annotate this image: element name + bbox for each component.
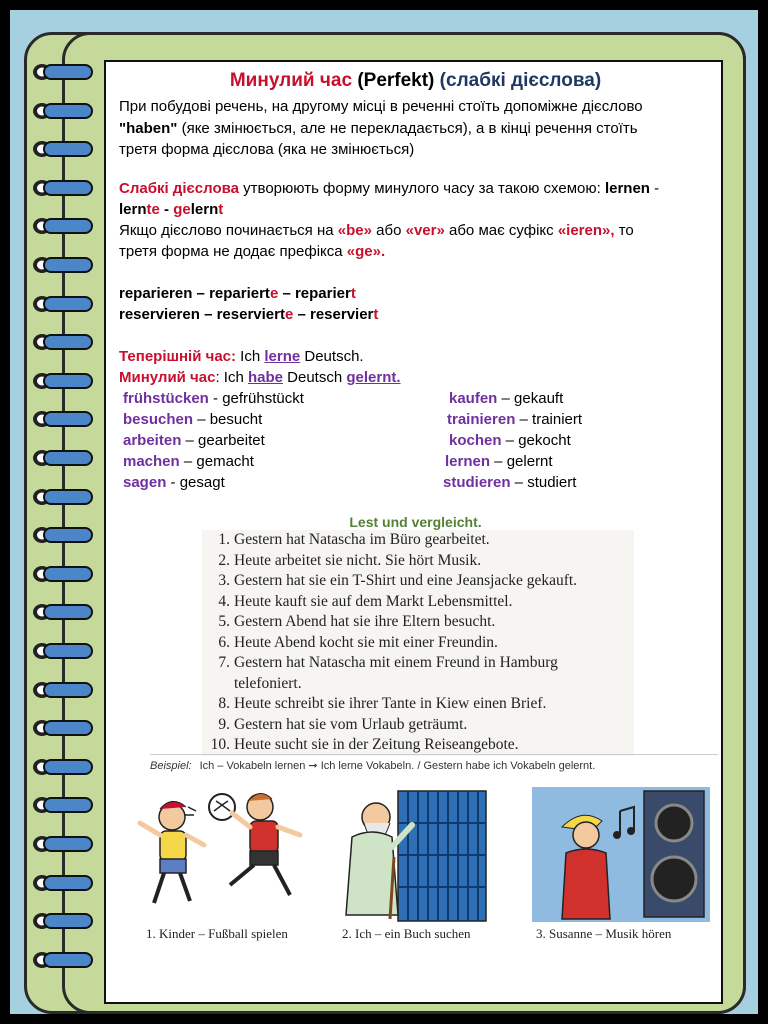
verb-participle: gesagt: [179, 474, 225, 491]
verb-infinitive: kaufen: [449, 390, 498, 407]
example-line-1: [119, 283, 356, 304]
spiral-ring-icon: [30, 255, 96, 275]
list-item: [202, 551, 634, 572]
prefix-rule-text: третя форма не додає префікса: [119, 243, 347, 260]
caption-2: 2. Ich – ein Buch suchen: [342, 926, 471, 941]
verb-infinitive: machen: [123, 453, 180, 470]
spiral-ring-icon: [30, 409, 96, 429]
spiral-ring-icon: [30, 332, 96, 352]
example-line-2: [119, 304, 378, 325]
example-base: reparieren –: [119, 285, 210, 302]
prefix-rule-text: або: [371, 222, 406, 239]
item-number: 10.: [210, 736, 230, 753]
verb-row: [449, 430, 571, 451]
prefix-rule-text: то: [614, 222, 634, 239]
verb-infinitive: studieren: [443, 474, 511, 491]
item-text: Heute arbeitet sie nicht. Sie hört Musik.: [234, 551, 482, 569]
verb-participle: trainiert: [532, 411, 583, 428]
haben-word: "haben": [119, 120, 178, 137]
prefix-rule-line-1: [119, 220, 634, 241]
list-item: [202, 612, 634, 633]
verb-row: [123, 472, 225, 493]
page-title: [106, 70, 725, 92]
item-text: Gestern hat Natascha im Büro gearbeitet.: [234, 531, 490, 548]
verb-separator: -: [208, 390, 223, 407]
item-text: Gestern hat sie ein T-Shirt und eine Jeansjacke gekauft.: [234, 572, 578, 589]
verb-participle: gearbeitet: [198, 432, 265, 449]
verb-row: [123, 430, 265, 451]
scheme-form2-ending: te: [146, 201, 160, 218]
list-item: [202, 653, 634, 674]
verb-separator: –: [515, 411, 533, 428]
spiral-ring-icon: [30, 216, 96, 236]
verb-separator: –: [510, 474, 528, 491]
past-text: Ich: [219, 369, 248, 386]
verb-infinitive: kochen: [449, 432, 502, 449]
prefix-be: «be»: [337, 222, 372, 239]
list-item: [202, 571, 634, 592]
title-part3: (слабкі дієслова): [439, 70, 602, 91]
item-text: Heute kauft sie auf dem Markt Lebensmittel.: [234, 592, 513, 610]
prefix-rule-line-2: [119, 241, 385, 262]
present-label: Теперішній час:: [119, 348, 236, 365]
present-tense-line: [119, 346, 364, 367]
spiral-ring-icon: [30, 718, 96, 738]
verb-row: [449, 388, 563, 409]
verb-separator: –: [497, 390, 515, 407]
verb-infinitive: arbeiten: [123, 432, 182, 449]
present-text: Deutsch.: [300, 348, 364, 365]
verb-row: [123, 409, 262, 430]
item-number: 7.: [218, 654, 230, 671]
list-item: [202, 674, 634, 695]
example-sep: –: [278, 285, 295, 302]
spiral-ring-icon: [30, 371, 96, 391]
spiral-ring-icon: [30, 62, 96, 82]
verb-separator: –: [181, 432, 199, 449]
spiral-ring-icon: [30, 178, 96, 198]
title-part1: Минулий час: [229, 70, 353, 91]
item-number: 8.: [218, 695, 230, 712]
past-text: Deutsch: [283, 369, 347, 386]
past-tense-line: [119, 367, 401, 388]
intro-line-1: При побудові речень, на другому місці в реченні стоїть допоміжне дієслово: [119, 98, 643, 115]
item-number: 4.: [218, 592, 230, 610]
item-number: 3.: [218, 572, 230, 589]
verb-infinitive: lernen: [445, 453, 491, 470]
scheme-form3-ending: t: [218, 201, 224, 218]
scheme-form3-stem: lern: [190, 201, 219, 218]
weak-rule-text: утворюють форму минулого часу за такою схемою:: [239, 180, 605, 197]
example-stem: repariert: [209, 285, 270, 302]
item-text: Heute sucht sie in der Zeitung Reiseangebote.: [234, 736, 519, 753]
worksheet-page: [104, 60, 723, 1004]
item-number: 5.: [218, 613, 230, 630]
list-item: [202, 530, 634, 551]
example-sep: –: [293, 306, 310, 323]
verb-separator: –: [490, 453, 507, 470]
example-ending: e: [269, 285, 279, 302]
scheme-dash: -: [649, 180, 660, 197]
example-stem: reservier: [310, 306, 374, 323]
present-text: Ich: [236, 348, 265, 365]
verb-row: [443, 472, 576, 493]
example-label: Beispiel:: [150, 760, 192, 772]
verb-separator: –: [193, 411, 210, 428]
verb-row: [123, 451, 254, 472]
scheme-dash2: -: [159, 201, 174, 218]
prefix-ge: «ge».: [346, 243, 386, 260]
example-ending: t: [350, 285, 356, 302]
scheme-base: lernen: [604, 180, 650, 197]
example-ending: t: [373, 306, 379, 323]
example-text: Ich – Vokabeln lernen ➞ Ich lerne Vokabeln. / Gestern habe ich Vokabeln gelernt.: [199, 760, 596, 772]
intro-line-2: [119, 118, 638, 139]
past-colon: :: [215, 369, 220, 386]
verb-separator: –: [179, 453, 197, 470]
example-instruction: [150, 754, 718, 772]
item-number: 1.: [218, 531, 230, 548]
verb-infinitive: frühstücken: [123, 390, 209, 407]
spiral-ring-icon: [30, 448, 96, 468]
spiral-ring-icon: [30, 101, 96, 121]
spiral-binding: [0, 0, 120, 1024]
spiral-ring-icon: [30, 641, 96, 661]
item-text: telefoniert.: [234, 674, 302, 692]
verb-separator: –: [501, 432, 519, 449]
prefix-ver: «ver»: [405, 222, 445, 239]
verb-participle: gelernt: [506, 453, 553, 470]
verb-participle: gefrühstückt: [222, 390, 304, 407]
spiral-ring-icon: [30, 680, 96, 700]
verb-infinitive: besuchen: [123, 411, 194, 428]
list-item: [202, 735, 634, 756]
list-item: [202, 694, 634, 715]
verb-row: [445, 451, 553, 472]
illustration-music-listening: [532, 787, 710, 922]
prefix-rule-text: Якщо дієслово починається на: [119, 222, 338, 239]
item-text: Gestern Abend hat sie ihre Eltern besucht.: [234, 613, 496, 630]
list-item: [202, 592, 634, 613]
spiral-ring-icon: [30, 525, 96, 545]
football-icon: [209, 794, 235, 820]
weak-verbs-label: Слабкі дієслова: [119, 180, 239, 197]
prefix-rule-text: або має суфікс: [444, 222, 558, 239]
illustration-book-search: [338, 787, 488, 922]
verb-participle: besucht: [209, 411, 263, 428]
item-number: 6.: [218, 633, 230, 651]
verb-row: [447, 409, 582, 430]
intro-line-2-rest: (яке змінюється, але не перекладається), а в кінці речення стоїть: [177, 120, 638, 137]
sentence-list: [202, 530, 634, 756]
item-text: Gestern hat Natascha mit einem Freund in Hamburg: [234, 654, 558, 671]
item-text: Heute schreibt sie ihrer Tante in Kiew einen Brief.: [234, 695, 547, 712]
verb-separator: -: [166, 474, 180, 491]
list-item: [202, 715, 634, 736]
weak-rule-line-1: [119, 178, 659, 199]
item-number: 2.: [218, 551, 230, 569]
example-stem: reserviert: [216, 306, 285, 323]
present-verb: lerne: [264, 348, 301, 365]
spiral-ring-icon: [30, 487, 96, 507]
spiral-ring-icon: [30, 139, 96, 159]
exercise-title: Lest und vergleicht.: [349, 514, 482, 530]
caption-3: 3. Susanne – Musik hören: [536, 926, 672, 941]
spiral-ring-icon: [30, 602, 96, 622]
spiral-ring-icon: [30, 795, 96, 815]
spiral-ring-icon: [30, 873, 96, 893]
spiral-ring-icon: [30, 834, 96, 854]
verb-participle: gekocht: [518, 432, 571, 449]
caption-1: 1. Kinder – Fußball spielen: [146, 926, 288, 941]
intro-line-3: третя форма дієслова (яка не змінюється): [119, 141, 415, 158]
spiral-ring-icon: [30, 757, 96, 777]
item-text: Heute Abend kocht sie mit einer Freundin.: [234, 633, 498, 651]
illustration-kids-football: [130, 787, 320, 922]
spiral-ring-icon: [30, 294, 96, 314]
title-part2: (Perfekt): [357, 70, 435, 91]
verb-participle: studiert: [527, 474, 577, 491]
scheme-form2-stem: lern: [119, 201, 147, 218]
past-auxiliary: habe: [247, 369, 283, 386]
list-item: [202, 633, 634, 654]
scheme-form3-prefix: ge: [173, 201, 191, 218]
spiral-ring-icon: [30, 564, 96, 584]
item-number: 9.: [218, 715, 230, 733]
verb-participle: gekauft: [514, 390, 564, 407]
verb-infinitive: sagen: [123, 474, 167, 491]
suffix-ieren: «ieren»,: [557, 222, 615, 239]
verb-infinitive: trainieren: [447, 411, 516, 428]
example-stem: reparier: [294, 285, 351, 302]
verb-row: [123, 388, 304, 409]
past-label: Минулий час: [119, 369, 216, 386]
weak-rule-line-2: [119, 199, 223, 220]
past-participle: gelernt.: [346, 369, 401, 386]
example-ending: e: [284, 306, 294, 323]
spiral-ring-icon: [30, 950, 96, 970]
verb-participle: gemacht: [196, 453, 254, 470]
item-text: Gestern hat sie vom Urlaub geträumt.: [234, 715, 468, 733]
example-base: reservieren –: [119, 306, 217, 323]
spiral-ring-icon: [30, 911, 96, 931]
